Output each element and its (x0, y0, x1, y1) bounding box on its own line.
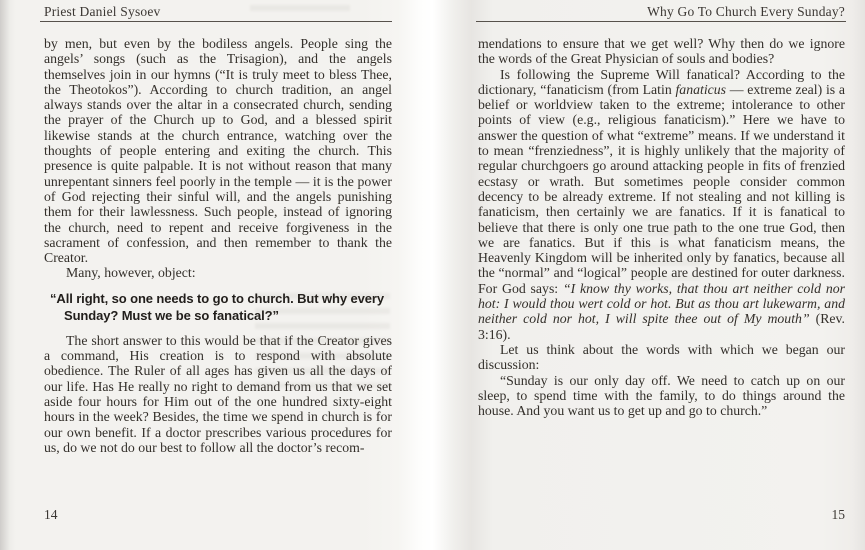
paragraph-think: Let us think about the words with which we began our discussion: (478, 341, 845, 373)
right-page (433, 0, 865, 550)
paragraph-short-answer: The short answer to this would be that if the Creator gives a command, His creation is to respond with absolute obedience. The Ruler of all ages has given us all the days of our life. Has He really no right to demand from us that we set aside four hours for Him out of the one hundred sixty-eight hours in the week? Besides, the time we spend in church is for our own benefit. If a doctor prescribes various procedures for us, do we not do our best to follow all the doctor’s recom- (44, 332, 392, 455)
right-running-header: Why Go To Church Every Sunday? (647, 4, 845, 19)
left-page-body (44, 36, 392, 455)
right-page-number: 15 (831, 507, 845, 522)
right-header-rule (476, 21, 846, 22)
paragraph-object: Many, however, object: (66, 265, 196, 281)
right-page-body (478, 36, 845, 418)
pull-quote: “All right, so one needs to go to church. But why every Sunday? Must we be so fanatical?” (50, 290, 384, 323)
left-page (0, 0, 432, 550)
scripture-quote: “I know thy works, that thou art neither cold nor hot: I would thou wert cold or hot. But as thou art lukewarm, and neither cold nor hot, I will spite thee out of My mouth” (478, 280, 845, 327)
scripture-reference: (Rev. 3:16). (478, 311, 846, 342)
fanaticism-text: Is following the Supreme Will fanatical? According to the dictionary, “fanaticism (from Latin (478, 66, 845, 97)
latin-term: fanaticus (675, 81, 727, 97)
left-running-header: Priest Daniel Sysoev (44, 4, 161, 19)
fanaticism-text: — extreme zeal) is a belief or worldview taken to the extreme; intolerance to other points of view (e.g., religious fanaticism).” Here we have to answer the question of what “extreme” means. If we understand it to mean “frenziedness”, it is highly unlikely that the majority of regular churchgoers go around attacking people in fits of frenzied ecstasy or wrath. But sometimes people consider common decency to be already extreme. If not stealing and not killing is fanaticism, then certainly we are fanatics. If it is fanatical to believe that there is only one true path to the one true God, then we are fanatics. But if this is what fanaticism means, the Heavenly Kingdom will be inherited only by fanatics, because all the “normal” and “logical” people are destined for outer darkness. For God says: (478, 81, 845, 296)
paragraph-sunday-objection: “Sunday is our only day off. We need to catch up on our sleep, to spend time with the family, to do things around the house. And you want us to get up and go to church.” (478, 372, 845, 419)
left-page-number: 14 (44, 507, 58, 522)
left-header-rule (40, 21, 392, 22)
paragraph-continuation: by men, but even by the bodiless angels. People sing the angels’ songs (such as the Trisagion), and the angels themselves join in our hymns (“It is truly meet to bless Thee, the Theotokos”). According to church tradition, an angel always stands over the altar in a consecrated church, sending the prayer of the Church up to God, and a blessed spirit likewise stands at the church entrance, watching over the thoughts of people entering and exiting the church. This presence is quite palpable. It is not without reason that many unrepentant sinners feel poorly in the temple — it is the power of God rejecting their sinful will, and the angels punishing them for their lawlessness. Such people, instead of ignoring the church, need to repent and receive forgiveness in the sacrament of confession, and then remember to thank the Creator. (44, 36, 392, 266)
paragraph-continuation: mendations to ensure that we get well? Why then do we ignore the words of the Great Physician of souls and bodies? (478, 36, 845, 67)
paragraph-fanaticism (478, 67, 845, 342)
